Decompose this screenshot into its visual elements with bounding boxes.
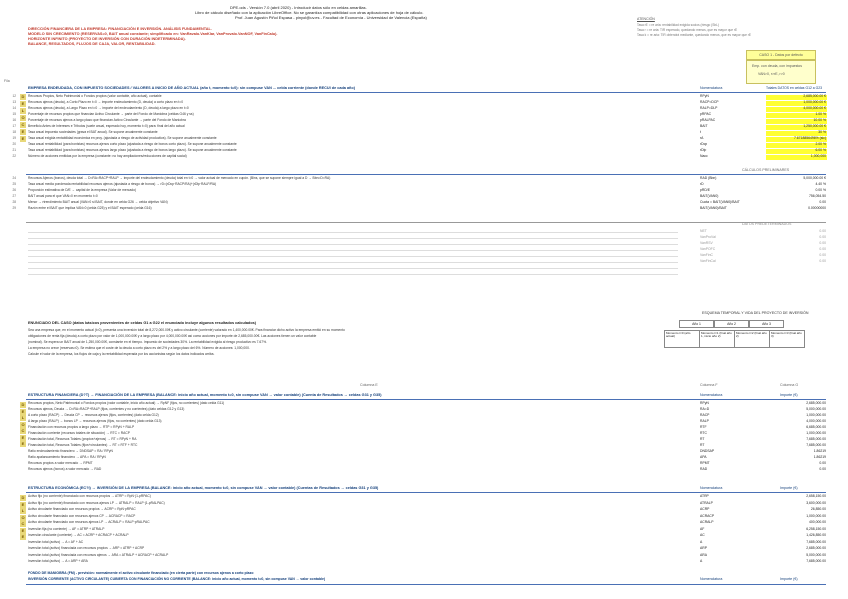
section1-row-value-input[interactable]: 2.00 % [766, 143, 827, 148]
case-box-title: CASO 1 - Datos por defecto [746, 50, 816, 60]
section1-row-label: Tasa anual exigida rentabilidad económica en proy. (ajustada a riesgo de actividad productiva). Se supone anualmente constante [28, 136, 217, 140]
enunciado-line: Calcule el valor de la empresa, los flujos de caja y la rentabilidad esperada por los accionistas según los datos indicados arriba. [28, 352, 215, 356]
red-title-3: HORIZONTE INFINITO (PROYECTO DE INVERSIÓN CON DURACIÓN INDETERMINADA). [28, 37, 186, 41]
section1-row-value-input[interactable]: 1,000,000.00 € [766, 101, 827, 106]
section3-row-nomen: AC [700, 533, 705, 537]
section1-row-nomen: rDlp [700, 148, 707, 152]
section3-row-value: 2,685,000.00 [806, 546, 826, 550]
section3-row-value: 3,600,000.00 [806, 500, 826, 505]
fila-label: Fila [4, 79, 10, 83]
section1-row-label: Recursos ajenos (deuda), a Largo Plazo en t=0 → importe del endeudamiento (D, deuda) a largo plazo en t=0 [28, 106, 189, 110]
section2-row-label: Financiación corriente (recursos totales de situación) → RTC = RACP [28, 431, 130, 435]
vars-row-nomen: VanRSV [700, 241, 713, 245]
section2-importe-header: Importe (€) [780, 393, 798, 397]
footer-nomen: Nomenclatura [700, 577, 723, 581]
side-letter-3: L [21, 108, 25, 113]
section2-rule [26, 399, 826, 400]
section2-row-value: 5,000,000.00 [806, 407, 826, 411]
section1-row-nomen: t [700, 130, 701, 134]
section2-row-nomen: RPyN [700, 401, 709, 405]
side-letter: E [21, 408, 25, 414]
section1-row-nomen: Nacc [700, 154, 708, 158]
section1-row-label: Porcentaje de recursos propios que financian Activo Circulante → parte del Fondo de Maniobra (celdas G46 y ss) [28, 112, 194, 116]
side-letter: E [21, 501, 25, 507]
section2-row-nomen: DNDSAP [700, 449, 715, 453]
section1-row-value-input[interactable]: 10.00 % [766, 119, 827, 124]
enunciado-line: Sea una empresa que, en el momento actual (t=0), presenta una inversión total de 8,272,000.00€ y activo circulante (corriente) valorado en 1,400,000.00€. Para financiar dicho activo la empresa emitió en su momento [28, 328, 345, 332]
side-letter: L [21, 508, 25, 513]
vars-title: DATOS PREDETERMINADOS [742, 222, 792, 226]
attention-title: ATENCIÓN [637, 17, 655, 21]
section2-row-label: Financiación con recursos propios a largo plazo → RTP = RPyN + RALP [28, 425, 135, 429]
row-number: 25 [12, 182, 16, 186]
section2-row-value: 4,000,000.00 [806, 419, 826, 423]
section3-row-value: 7,685,000.00 [806, 539, 826, 544]
enunciado-line: obligaciones de renta fija (deuda) a corto plazo por valor de 1,000,000.00€ y a largo plazo por 4,000,000.00€ así como acciones por importe de 2,685,000.00€. Las acciones tienen un valor contable [28, 334, 317, 338]
timeline-title: ESQUEMA TEMPORAL Y VIDA DEL PROYECTO DE INVERSIÓN [702, 311, 809, 315]
section1-total-header: Totales DATOS en celdas G12 a G23 [766, 86, 823, 90]
section2-row-nomen: RALP [700, 419, 709, 423]
red-title-4: BALANCE, RESULTADOS, FLUJOS DE CAJA, VALOR, RENTABILIDAD. [28, 42, 156, 46]
calc-row-value: 0.00 [819, 200, 826, 204]
row-number: 19 [12, 136, 16, 140]
side-letter: O [21, 421, 25, 427]
section2-row-nomen: RTC [700, 431, 707, 435]
section3-rule [26, 492, 826, 493]
side-letter-1: D [21, 94, 25, 99]
enunciado-line: La empresa no crece (reservas=0). Se estima que el coste de la deuda a corto plazo es del 2% y a largo plazo del 6%. Número de acciones: 1,000,000. [28, 346, 250, 350]
section3-row-value: 400,000.00 [809, 520, 826, 524]
section2-row-label: A largo plazo (RALP) → bonos LP → recursos ajenos (fijos, no corrientes) (dato celda G13) [28, 419, 162, 423]
calc-row-label: Menor → rtrendimiento BAIT anual (VAN>0 si BAIT, donde en celda G26 → celda objetivo VAN) [28, 200, 168, 204]
section1-row-nomen: RACP=DCP [700, 100, 719, 104]
calc-row-nomen: BAIT(VAN0)/BAIT [700, 206, 727, 210]
section1-row-nomen: rA [700, 136, 704, 140]
section3-row-label: Activo circulante financiado con recursos propios → ACRP = RpN·pRPAC [28, 507, 136, 511]
section2-row-nomen: RAD [700, 467, 708, 471]
section1-row-nomen: RPyN [700, 94, 709, 98]
enunciado-line: (nominal). Se espera un BAIT anual de 1,250,000.00€, constante en el tiempo. Impuesto de sociedades 30%. La rentabilidad exigida al riesgo productivo es 7.67%. [28, 340, 267, 344]
vars-row-value: 0.00 [819, 253, 826, 257]
row-number: 15 [12, 112, 16, 116]
section1-row-value-input[interactable]: 30 % [766, 131, 827, 136]
title-line-2: Libro de cálculo diseñado con la aplicación LibreOffice. No se garantiza compatibilidad con otras aplicaciones de hoja de cálculo. [195, 10, 424, 15]
section3-row-nomen: ACRP [700, 507, 710, 511]
section3-title: ESTRUCTURA ECONÓMICA (EC?I) → INVERSIÓN DE LA EMPRESA (BALANCE: inicio año actual, momento t=0, sin compuse VAN → valor contable) (Cuentas de Resultados → celdas G31 y G35) [28, 486, 379, 490]
side-letter: C [21, 521, 25, 526]
calc-row-nomen: Cuota = BAIT(VAN0)/BAIT [700, 200, 740, 204]
calc-row-nomen: rD [700, 182, 704, 186]
footer-importe: Importe (€) [780, 577, 798, 581]
section3-row-value: 2,658,150.00 [806, 494, 826, 498]
section3-row-nomen: ACRACP [700, 513, 715, 518]
calc-row-label: Razón entre el BAIT que implica VAN=0 (celda G25) y el BAIT esperado (celda G16) [28, 206, 152, 210]
row-number: 29 [12, 206, 16, 210]
calc-row-value: 4.40 % [815, 182, 826, 186]
attention-line-2: Tasa r = re aria: TIR esperado, quedando menos, que es mayor que rE [637, 28, 738, 32]
calc-row-nomen: pRD/E [700, 188, 710, 192]
footer-rule [26, 584, 826, 585]
section2-row-value: 6,685,000.00 [806, 425, 826, 429]
column-e-header: Columna E [360, 383, 378, 387]
section3-row-value: 6,258,150.00 [806, 526, 826, 531]
row-number: 21 [12, 148, 16, 152]
section2-row-nomen: RPMT [700, 461, 710, 465]
vars-rule [26, 222, 826, 223]
section3-nomen-header: Nomenclatura [700, 486, 723, 490]
vars-row-nomen: VanProVal [700, 235, 716, 239]
timeline-moment-0: Momento t=0 (año actual) [664, 330, 700, 348]
side-letter-7: E [21, 136, 25, 141]
attention-line-3: Tasa k = re aria: TIR obtendrá mediante, quedando menos, que es mayor que rE [637, 33, 751, 37]
row-number: 27 [12, 194, 16, 198]
section1-row-nomen: RALP=DLP [700, 106, 718, 110]
title-line-3: Prof. Juan Agustín Piñol Espasa - pinyol@uv.es - Facultad de Economía - Universidad de Valencia (España) [235, 15, 427, 20]
section1-row-value-input[interactable]: 4,000,000.00 € [766, 107, 827, 112]
section1-row-label: Tasa anual rentabilidad (para bonistas) recursos ajenos largo plazo (ajustada a riesgo de bonos largo plazo). Se supone anualmente constante [28, 148, 237, 152]
section2-row-value: 2,685,000.00 [806, 401, 826, 405]
side-letter: E [21, 534, 25, 539]
column-f-header: Columna F [700, 383, 718, 387]
section1-row-nomen: pRALPAC [700, 118, 716, 122]
timeline-moment-3: Momento t=3 (final año 3) [769, 330, 805, 348]
vars-row-value: 0.00 [819, 259, 826, 263]
case-box-line-2: VAN>0, r>rE, r>0 [758, 72, 785, 76]
section2-row-nomen: RTF [700, 425, 707, 429]
section3-row-nomen: ARA [700, 552, 707, 557]
calc-row-label: BAIT anual para el que VAN=0 en momento t=0 [28, 194, 98, 198]
row-number: 13 [12, 100, 16, 104]
vars-row-value: 0.00 [819, 241, 826, 245]
section3-importe-header: Importe (€) [780, 486, 798, 490]
section2-row-value: 0.00 [819, 467, 826, 471]
case-box-line-1: Emp. con deuda, con impuestos [752, 64, 803, 68]
section3-row-nomen: AF [700, 526, 705, 531]
section2-row-nomen: RT [700, 437, 705, 441]
section1-row-label: Tasa anual impuesto sociedades (grava el BAT anual). Se supone anualmente constante [28, 130, 158, 134]
row-number: 20 [12, 142, 16, 146]
section3-row-value: 26,850.00 [810, 507, 826, 511]
section1-row-label: Número de acciones emitidas por la empresa (constante: no hay ampliaciones/reducciones de capital social) [28, 154, 187, 158]
vars-row-value: 0.00 [819, 235, 826, 239]
section2-row-label: Financiación total, Recursos Totales (fijos+circulantes) → RT = RTF + RTC [28, 443, 138, 447]
section1-nomen-header: Nomenclatura [700, 86, 723, 90]
section3-row-nomen: A [700, 559, 703, 563]
vars-row-nomen: VanFinCal [700, 259, 716, 263]
section3-row-label: Activo circulante financiado con recursos ajenos CP → ACRACP = RACP [28, 513, 136, 518]
vars-row-value: 0.00 [819, 247, 826, 251]
timeline-year-1: Año 1 [679, 320, 714, 328]
section2-row-value: 1,000,000.00 [806, 431, 826, 435]
section3-row-value: 1,426,850.00 [806, 533, 826, 537]
section1-row-label: Porcentaje de recursos ajenos a largo plazo que financian Activo Circulante → parte del Fondo de Maniobra [28, 118, 186, 122]
section2-row-label: Ratio endeudamiento financiero → DNDSAP = RA / RPyN [28, 449, 113, 453]
section1-row-value-input[interactable]: 1.00 % [766, 113, 827, 118]
vars-row-nomen: NET [700, 229, 707, 233]
calc-row-nomen: BAIT(VAN0) [700, 194, 719, 198]
enunciado-title: ENUNCIADO DEL CASO (datos básicos provenientes de celdas G1 a G22 el enunciado incluye algunos resultados calculados) [28, 321, 257, 325]
section2-row-label: Recursos ajenos (bonos) a valor mercado → RAD [28, 467, 102, 471]
section3-row-label: Inversión total (activo) → A = AF + AC [28, 539, 84, 544]
calc-row-value: 756,054.50 [809, 194, 826, 198]
side-letter: E [21, 527, 25, 533]
side-letter: D [21, 402, 25, 407]
footer-line-1: FONDO DE MANIOBRA (FM) - previsión: normalmente el activo circulante financiado (en cierta parte) con recursos ajenos a corto plazo [28, 571, 254, 575]
side-letter: C [21, 428, 25, 433]
section1-row-label: Tasa anual rentabilidad (para bonistas) recursos ajenos corto plazo (ajustada a riesgo de bonos corto plazo). Se supone anualmente constante [28, 142, 237, 146]
side-letter: O [21, 514, 25, 520]
section3-row-label: Inversión total (activo) → A = ARP + ARA [28, 559, 88, 563]
timeline-year-2: Año 2 [714, 320, 749, 328]
vars-row-nomen: VanPOFC [700, 247, 716, 251]
section3-row-nomen: A [700, 539, 703, 544]
attention-line-1: Tasa rE = re aria: rentabilidad exigida socios (riesgo (SbL) [637, 23, 719, 27]
side-letter: L [21, 415, 25, 420]
section3-row-label: Inversión fija (no corriente) → AF = ATRP + ATRALP [28, 526, 105, 531]
title-line-1: DPE.ods - Versión 7.0 (abril 2020) - Introducir datos sólo en celdas amarillas. [230, 5, 367, 10]
row-number: 16 [12, 118, 16, 122]
row-number: 14 [12, 106, 16, 110]
row-number: 26 [12, 188, 16, 192]
section2-row-nomen: RT [700, 443, 705, 447]
red-title-1: DIRECCIÓN FINANCIERA DE LA EMPRESA: FINANCIACIÓN E INVERSIÓN. ANÁLISIS FUNDAMENTAL. [28, 27, 212, 31]
section2-row-nomen: APA [700, 455, 707, 459]
section3-row-value: 5,000,000.00 [806, 552, 826, 557]
section3-row-label: Activo circulante financiado con recursos ajenos LP → ACRALP = RALP·pRALPAC [28, 520, 150, 524]
section2-row-label: Recursos propios, Neto Patrimonial o Fondos propios (valor contable, inicio año actual) → RpNF (fijos, no corrientes) (dato celda G11) [28, 401, 225, 405]
section3-row-label: Inversión circulante (corriente) → AC = ACRP + ACRACP + ACRALP [28, 533, 129, 537]
section1-row-value-input[interactable]: 2,685,000.00 € [766, 95, 827, 100]
section3-row-nomen: ACRALP [700, 520, 714, 524]
section1-row-value-input[interactable]: 6.00 % [766, 149, 827, 154]
section2-row-value: 7,685,000.00 [806, 437, 826, 441]
section1-row-value-input[interactable]: 7.6718856496% (sic) [766, 137, 827, 142]
side-letter-6: E [21, 129, 25, 134]
section1-rule [26, 92, 826, 93]
row-number: 22 [12, 154, 16, 158]
section1-row-label: Recursos Propios, Neto Patrimonial o Fondos propios (valor contable, año actual), contable [28, 94, 162, 98]
calc-row-value: 5,000,000.00 € [803, 176, 826, 180]
section2-row-value: 7,685,000.00 [806, 443, 826, 447]
section2-row-nomen: RA=D [700, 407, 710, 411]
section2-row-value: 1,000,000.00 [806, 413, 826, 417]
section2-row-value: 0.00 [819, 461, 826, 465]
footer-line-2: INVERSIÓN CORRIENTE (ACTIVO CIRCULANTE) CUBIERTA CON FINANCIACIÓN NO CORRIENTE (BALANCE: inicio año actual, momento t=0, sin compuse VAN → valor contable) [28, 577, 326, 581]
section3-row-value: 1,000,000.00 [806, 513, 826, 518]
row-number: 24 [12, 176, 16, 180]
calc-title: CÁLCULOS PRELIMINARES [742, 168, 790, 172]
timeline-year-3: Año 3 [749, 320, 784, 328]
row-number: 18 [12, 130, 16, 134]
side-letter-5: C [21, 122, 25, 127]
side-letter-4: O [21, 115, 25, 120]
side-letter: E [21, 441, 25, 446]
section2-row-label: A corto plazo (RACP) → Deuda CP → recursos ajenos (fijos, corrientes) (dato celda G12) [28, 413, 159, 417]
section1-title: EMPRESA ENDEUDADA, CON IMPUESTO SOCIEDADES / VALORES A INICIO DE AÑO ACTUAL (año t, momento t=0): sin compuse VAN ... celda corriente (donde RECUI de cada año) [28, 86, 355, 90]
calc-row-nomen: RAD (Bbn) [700, 176, 717, 180]
row-number: 28 [12, 200, 16, 204]
row-number: 12 [12, 94, 16, 98]
section1-row-label: Beneficio Antes de Intereses e Tributos (suele anual, esperado hoy, momento t=0) para: final del año actual [28, 124, 185, 128]
section1-row-label: Recursos ajenos (deuda), a Corto Plazo en t=0 → importe endeudamiento (D, deuda) a corto plazo en t=0 [28, 100, 184, 104]
calc-rule [26, 174, 826, 175]
section3-row-nomen: ARP [700, 546, 707, 550]
section3-row-label: Inversión total (activo) financiada con recursos propios → ARP = ATRP + ACRP [28, 546, 145, 550]
section2-row-label: Ratio apalancamiento financiero → APA = RA / RPyN [28, 455, 106, 459]
row-number: 17 [12, 124, 16, 128]
red-title-2: MODELO SIN CRECIMIENTO (RESERVAS=0, BAIT anual constante; simplificado en: VanRavalo.VanKlar, VanProvalo.VanNOF, VanFinCalu). [28, 32, 278, 36]
section2-row-value: 1.86219 [813, 449, 826, 453]
section1-row-nomen: BAIT [700, 124, 708, 128]
side-letter: E [21, 434, 25, 440]
calc-row-value: 0.00000000 [808, 206, 826, 210]
side-letter-2: E [21, 101, 25, 106]
section3-row-label: Inversión total (activo) financiada con recursos ajenos → ARA = ATRALP + ACRACP + ACRALP [28, 552, 169, 557]
section3-row-label: Activo fijo (no corriente) financiado con recursos ajenos LP → ATRALP = RALP·(1-pRALPAC) [28, 500, 165, 505]
column-g-header: Columna G [780, 383, 799, 387]
section1-row-value-input[interactable]: 1,000,000 [766, 155, 827, 160]
calc-row-label: Tasa anual media ponderada rentabilidad recursos ajenos (ajustada a riesgo de bonos) → rD=(rDcp·RACP/RA)+(rDlp·RALP/RA) [28, 182, 217, 186]
section2-row-label: Recursos propios a valor mercado → RPMT [28, 461, 93, 465]
section3-row-value: 7,685,000.00 [806, 559, 826, 563]
section1-row-nomen: pRPAC [700, 112, 712, 116]
section2-title: ESTRUCTURA FINANCIERA (D?T) → FINANCIACIÓN DE LA EMPRESA (BALANCE: inicio año actual, momento t=0, sin compuse VAN → valor contable) (Cuenta de Resultados → celdas G31 y G35) [28, 393, 382, 397]
timeline-moment-1: Momento t=1 (final año 1, inicio año 2) [699, 330, 735, 348]
section2-row-label: Recursos ajenos, Deuda → D=RA=RACP+RALP (fijos, corrientes y no corrientes) (dato celdas G12 y G13) [28, 407, 185, 411]
timeline-moment-2: Momento t=2 (final año 2) [734, 330, 770, 348]
side-letter: D [21, 495, 25, 500]
section1-row-value-input[interactable]: 1,250,000.00 € [766, 125, 827, 130]
section2-row-nomen: RACP [700, 413, 710, 417]
vars-row-nomen: VanFinC [700, 253, 713, 257]
section1-row-nomen: rDcp [700, 142, 708, 146]
calc-row-label: Proporción estimativa de D/E → capital de la empresa (Valor de mercado) [28, 188, 137, 192]
section2-row-label: Financiación total, Recursos Totales (propios+ajenos) → RT = RPyN + RA [28, 437, 137, 441]
calc-row-value: 0.00 % [815, 188, 826, 192]
section3-row-nomen: ATRALP [700, 500, 713, 505]
section3-row-nomen: ATRP [700, 494, 709, 498]
section3-row-label: Activo fijo (no corriente) financiado con recursos propios → ATRP = RpN·(1-pRPAC) [28, 494, 151, 498]
section2-row-value: 1.86219 [813, 455, 826, 459]
vars-row-value: 0.00 [819, 229, 826, 233]
section2-nomen-header: Nomenclatura [700, 393, 723, 397]
calc-row-label: Recursos Ajenos (bonos), deuda total → D=RA=RACP+RALP → importe del endeudamiento (deuda) total en t=0 → valor actual de mercado en cupón. (Bins, que se supone siempre igual a D → Bbn=D=RA) [28, 176, 331, 180]
